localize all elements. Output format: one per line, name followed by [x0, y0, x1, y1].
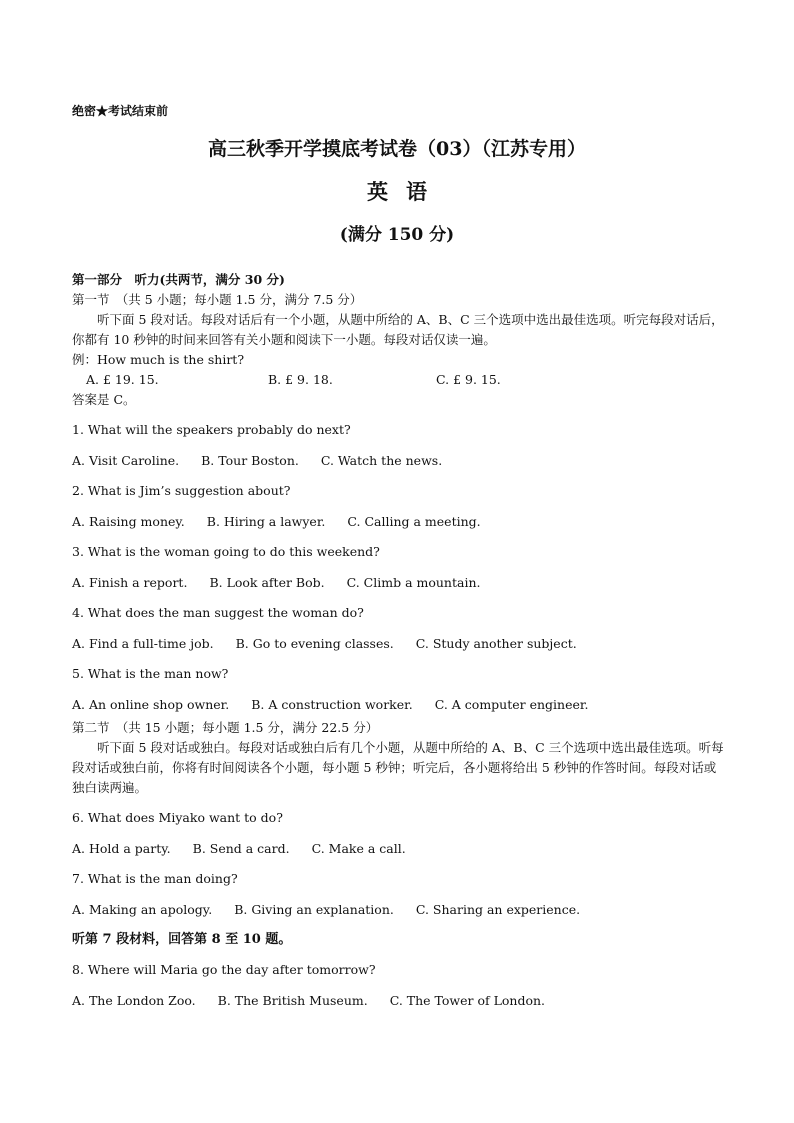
option-c: C. Climb a mountain. — [346, 575, 481, 590]
section2-heading: 第二节 （共 15 小题；每小题 1.5 分，满分 22.5 分） — [72, 720, 379, 735]
option-a: A. Visit Caroline. — [72, 453, 180, 468]
example-option-c: C. £ 9. 15. — [436, 372, 501, 387]
option-b: B. Hiring a lawyer. — [206, 514, 326, 529]
option-a: A. Find a full-time job. — [72, 636, 214, 651]
option-a: A. Hold a party. — [72, 841, 171, 856]
option-a: A. Making an apology. — [72, 902, 213, 917]
total-score: (满分 150 分) — [339, 225, 455, 245]
option-a: A. Finish a report. — [72, 575, 188, 590]
question-6-options — [72, 839, 724, 859]
option-c: C. Make a call. — [311, 841, 406, 856]
option-b: B. The British Museum. — [217, 993, 368, 1008]
question-5-options — [72, 695, 724, 715]
question-8-options — [72, 991, 724, 1011]
option-b: B. Send a card. — [192, 841, 290, 856]
listen-material-7-heading: 听第 7 段材料，回答第 8 至 10 题。 — [72, 932, 292, 947]
example-question: 例：How much is the shirt? — [72, 352, 245, 367]
option-c: C. Study another subject. — [415, 636, 577, 651]
section2-instructions: 听下面 5 段对话或独白。每段对话或独白后有几个小题，从题中所给的 A、B、C 三个选项中选出最佳选项。听每段对话或独白前，你将有时间阅读各个小题，每小题 5 秒钟；听完后，各小题将给出 5 秒钟的作答时间。每段对话或独白读两遍。 — [72, 740, 724, 795]
section1-heading: 第一节 （共 5 小题；每小题 1.5 分，满分 7.5 分） — [72, 292, 363, 307]
option-a: A. An online shop owner. — [72, 697, 230, 712]
option-a: A. The London Zoo. — [72, 993, 196, 1008]
option-c: C. Calling a meeting. — [347, 514, 481, 529]
question-6: 6. What does Miyako want to do? — [72, 810, 283, 825]
question-8: 8. Where will Maria go the day after tomorrow? — [72, 962, 376, 977]
question-1: 1. What will the speakers probably do next? — [72, 422, 351, 437]
option-c: C. A computer engineer. — [434, 697, 589, 712]
question-3-options — [72, 573, 724, 593]
option-a: A. Raising money. — [72, 514, 185, 529]
option-b: B. Go to evening classes. — [235, 636, 394, 651]
part1-heading: 第一部分 听力(共两节，满分 30 分) — [72, 272, 285, 287]
option-b: B. Look after Bob. — [209, 575, 325, 590]
question-2-options — [72, 512, 724, 532]
question-4-options — [72, 634, 724, 654]
option-c: C. Sharing an experience. — [415, 902, 581, 917]
confidential-label: 绝密★考试结束前 — [72, 104, 169, 118]
example-options — [72, 370, 724, 390]
exam-content — [72, 270, 724, 1011]
question-1-options — [72, 451, 724, 471]
option-c: C. The Tower of London. — [389, 993, 546, 1008]
question-4: 4. What does the man suggest the woman do? — [72, 605, 364, 620]
question-7: 7. What is the man doing? — [72, 871, 238, 886]
section1-instructions: 听下面 5 段对话。每段对话后有一个小题，从题中所给的 A、B、C 三个选项中选出最佳选项。听完每段对话后，你都有 10 秒钟的时间来回答有关小题和阅读下一小题。每段对话仅读一遍。 — [72, 312, 724, 347]
question-5: 5. What is the man now? — [72, 666, 229, 681]
option-b: B. Tour Boston. — [201, 453, 299, 468]
subject-title: 英语 — [367, 179, 445, 204]
question-7-options — [72, 900, 724, 920]
question-2: 2. What is Jim’s suggestion about? — [72, 483, 291, 498]
option-b: B. Giving an explanation. — [234, 902, 394, 917]
option-c: C. Watch the news. — [320, 453, 443, 468]
example-answer: 答案是 C。 — [72, 392, 136, 407]
exam-title: 高三秋季开学摸底考试卷（03）（江苏专用） — [208, 138, 586, 160]
example-option-a: A. £ 19. 15. — [86, 372, 159, 387]
question-3: 3. What is the woman going to do this weekend? — [72, 544, 380, 559]
example-option-b: B. £ 9. 18. — [268, 372, 333, 387]
option-b: B. A construction worker. — [251, 697, 413, 712]
